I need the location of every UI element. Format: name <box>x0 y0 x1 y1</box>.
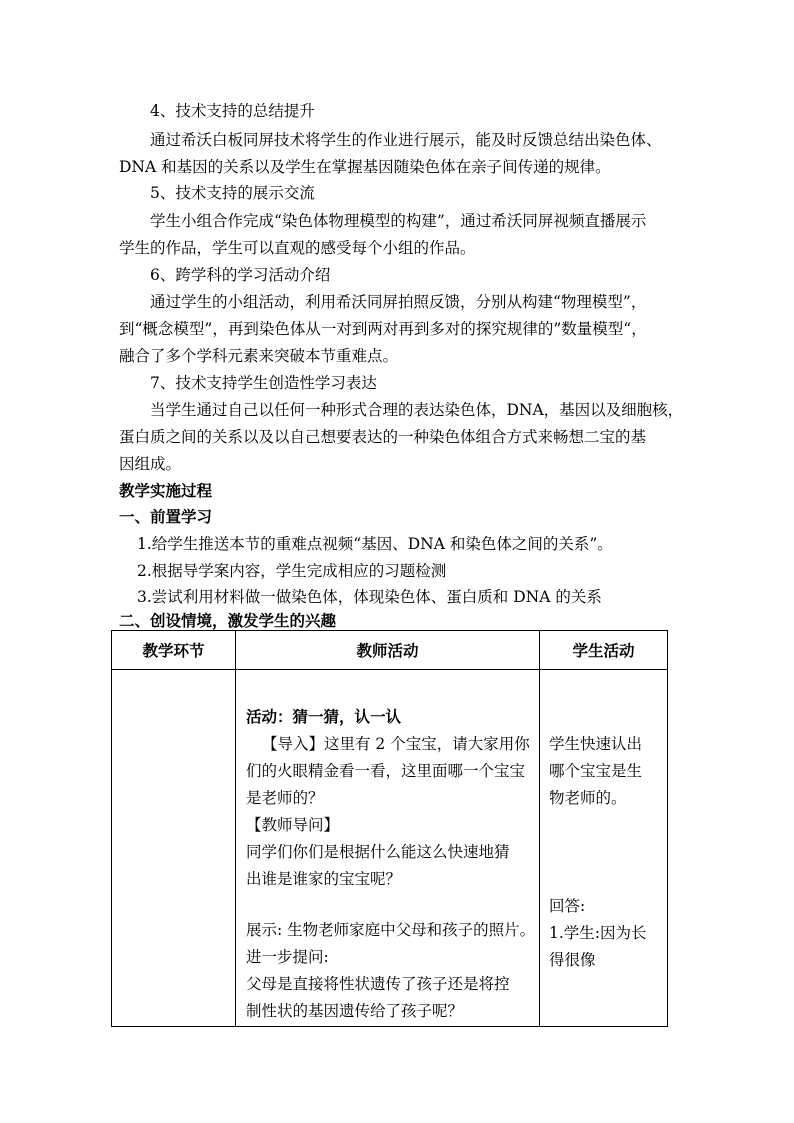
section-6-line-3: 融合了多个学科元素来突破本节重难点。 <box>119 347 399 365</box>
student-activity-cell <box>540 670 668 1027</box>
teacher-line: 制性状的基因遗传给了孩子呢？ <box>246 1002 464 1020</box>
section-7-line-3: 因组成。 <box>119 455 182 473</box>
scene-heading: 二、创设情境，激发学生的兴趣 <box>119 611 337 630</box>
teacher-line: 出谁是谁家的宝宝呢？ <box>246 870 402 888</box>
section-4-line-1: 通过希沃白板同屏技术将学生的作业进行展示，能及时反馈总结出染色体、 <box>150 131 662 149</box>
teacher-line: 是老师的？ <box>246 789 324 807</box>
student-line: 哪个宝宝是生 <box>549 762 643 780</box>
student-line: 得很像 <box>549 951 596 969</box>
student-line: 学生快速认出 <box>549 735 643 753</box>
teacher-line: 【教师导问】 <box>246 816 340 834</box>
teacher-activity-cell <box>236 670 540 1027</box>
teacher-line: 进一步提问: <box>246 948 329 966</box>
section-6-line-2: 到“概念模型”，再到染色体从一对到两对再到多对的探究规律的”数量模型“， <box>119 320 647 338</box>
header-student-activity: 学生活动 <box>540 631 668 670</box>
stage-cell <box>112 670 236 1027</box>
process-heading: 教学实施过程 <box>119 481 213 500</box>
pre-study-item-1: 1.给学生推送本节的重难点视频“基因、DNA 和染色体之间的关系”。 <box>137 535 613 553</box>
section-5-line-1: 学生小组合作完成“染色体物理模型的构建”，通过希沃同屏视频直播展示 <box>150 212 647 230</box>
section-6-line-1: 通过学生的小组活动，利用希沃同屏拍照反馈，分别从构建“物理模型”， <box>150 293 647 311</box>
section-7-title: 7、技术支持学生创造性学习表达 <box>150 374 377 392</box>
activity-title: 活动：猜一猜，认一认 <box>246 707 402 726</box>
header-teaching-stage: 教学环节 <box>112 631 236 670</box>
teacher-line: 们的火眼精金看一看，这里面哪一个宝宝 <box>246 762 526 780</box>
table-row <box>112 670 668 1027</box>
teacher-line: 父母是直接将性状遗传了孩子还是将控 <box>246 975 510 993</box>
section-5-line-2: 学生的作品，学生可以直观的感受每个小组的作品。 <box>119 239 476 257</box>
header-teacher-activity: 教师活动 <box>236 631 540 670</box>
student-line: 1.学生:因为长 <box>549 924 647 942</box>
section-6-title: 6、跨学科的学习活动介绍 <box>150 266 331 284</box>
teacher-line: 展示: 生物老师家庭中父母和孩子的照片。 <box>246 921 536 939</box>
section-7-line-2: 蛋白质之间的关系以及以自己想要表达的一种染色体组合方式来畅想二宝的基 <box>119 428 647 446</box>
student-line: 回答: <box>549 897 586 915</box>
teacher-line: 同学们你们是根据什么能这么快速地猜 <box>246 843 510 861</box>
section-4-title: 4、技术支持的总结提升 <box>150 102 315 120</box>
table-header-row <box>112 631 668 670</box>
section-4-line-2: DNA 和基因的关系以及学生在掌握基因随染色体在亲子间传递的规律。 <box>119 158 611 176</box>
pre-study-item-2: 2.根据导学案内容，学生完成相应的习题检测 <box>137 562 447 580</box>
section-5-title: 5、技术支持的展示交流 <box>150 184 315 202</box>
pre-study-heading: 一、前置学习 <box>119 507 213 526</box>
student-line: 物老师的。 <box>549 789 627 807</box>
pre-study-item-3: 3.尝试利用材料做一做染色体，体现染色体、蛋白质和 DNA 的关系 <box>137 588 602 606</box>
lesson-table <box>111 630 668 1027</box>
section-7-line-1: 当学生通过自己以任何一种形式合理的表达染色体，DNA，基因以及细胞核， <box>150 401 684 419</box>
teacher-line: 【导入】这里有 2 个宝宝，请大家用你 <box>262 735 530 753</box>
